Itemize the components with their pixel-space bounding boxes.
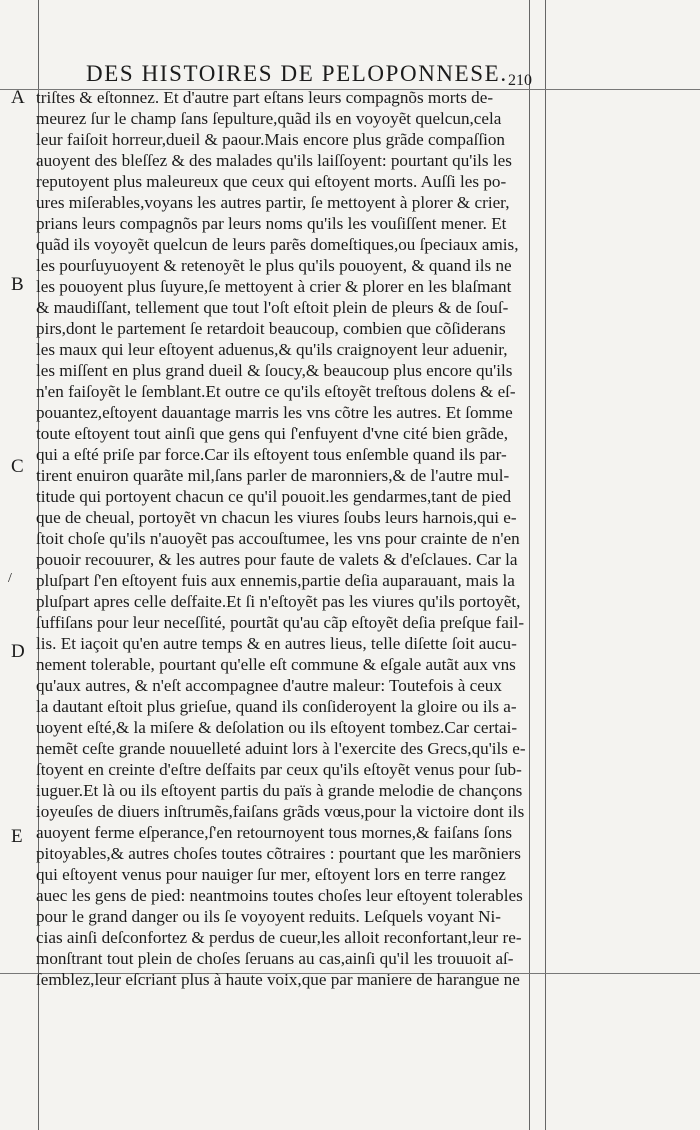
page-number: 210 xyxy=(508,72,532,89)
body-text xyxy=(36,87,528,990)
text-line: les maux qui leur eſtoyent aduenus,& qu'ils craignoyent leur aduenir, xyxy=(36,340,508,359)
text-line: auoyent ferme eſperance,ſ'en retournoyent tous mornes,& faiſans ſons xyxy=(36,823,513,842)
text-line: la dautant eſtoit plus grieſue, quand ils conſideroyent la gloire ou ils a- xyxy=(36,697,517,716)
text-line: qui a eſté priſe par force.Car ils eſtoyent tous enſemble quand ils par- xyxy=(36,445,507,464)
text-line: que de cheual, portoyẽt vn chacun les viures ſoubs leurs harnois,qui e- xyxy=(36,508,517,527)
margin-letter-c: C xyxy=(11,456,24,477)
text-line: leur faiſoit horreur,dueil & paour.Mais encore plus grãde compaſſion xyxy=(36,130,505,149)
text-line: iuguer.Et là ou ils eſtoyent partis du païs à grande melodie de chançons xyxy=(36,781,523,800)
text-line: titude qui portoyent chacun ce qu'il pouoit.les gendarmes,tant de pied xyxy=(36,487,512,506)
text-line: pour le grand danger ou ils ſe voyoyent reduits. Leſquels voyant Ni- xyxy=(36,907,501,926)
text-line: meurez ſur le champ ſans ſepulture,quãd ils en voyoyẽt quelcun,cela xyxy=(36,109,502,128)
margin-letter-a: A xyxy=(11,87,25,108)
text-line: qu'aux autres, & n'eſt accompagnee d'autre maleur: Toutefois à ceux xyxy=(36,676,502,695)
running-head: DES HISTOIRES DE PELOPONNESE. xyxy=(86,61,508,86)
margin-letter-d: D xyxy=(11,641,25,662)
text-line: monſtrant tout plein de choſes ſeruans au cas,ainſi qu'il les trouuoit aſ- xyxy=(36,949,514,968)
text-line: les pourſuyuoyent & retenoyẽt le plus qu'ils pouoyent, & quand ils ne xyxy=(36,256,512,275)
text-line: cias ainſi deſconfortez & perdus de cueur,les alloit reconfortant,leur re- xyxy=(36,928,522,947)
text-line: pluſpart ſ'en eſtoyent fuis aux ennemis,partie deſia auparauant, mais la xyxy=(36,571,515,590)
text-line: n'en faiſoyẽt le ſemblant.Et outre ce qu'ils eſtoyẽt treſtous dolens & eſ- xyxy=(36,382,516,401)
text-line: reputoyent plus maleureux que ceux qui eſtoyent morts. Auſſi les po- xyxy=(36,172,507,191)
margin-letter-e: E xyxy=(11,826,23,847)
text-line: quãd ils voyoyẽt quelcun de leurs parẽs domeſtiques,ou ſpeciaux amis, xyxy=(36,235,519,254)
ink-mark: / xyxy=(8,571,12,586)
text-line: qui eſtoyent venus pour nauiger ſur mer, eſtoyent lors en terre rangez xyxy=(36,865,506,884)
text-line: & maudiſſant, tellement que tout l'oſt eſtoit plein de pleurs & de ſouſ- xyxy=(36,298,509,317)
text-line: ures miſerables,voyans les autres partir, ſe mettoyent à plorer & crier, xyxy=(36,193,510,212)
text-line: prians leurs compagnõs par leurs noms qu'ils les vouſiſſent mener. Et xyxy=(36,214,507,233)
text-line: ſtoyent en creinte d'eſtre deſfaits par ceux qu'ils eſtoyẽt venus pour ſub- xyxy=(36,760,522,779)
text-line: ſuffiſans pour leur neceſſité, pourtãt qu'au cãp eſtoyẽt deſia preſque fail- xyxy=(36,613,525,632)
text-line: pirs,dont le partement ſe retardoit beaucoup, combien que cõſiderans xyxy=(36,319,506,338)
text-line: nemẽt ceſte grande nouuelleté aduint lors à l'exercite des Grecs,qu'ils e- xyxy=(36,739,526,758)
text-line: toute eſtoyent tout ainſi que gens qui ſ'enfuyent d'vne cité bien grãde, xyxy=(36,424,509,443)
text-line: ſtoit choſe qu'ils n'auoyẽt pas accouſtumee, les vns pour crainte de n'en xyxy=(36,529,520,548)
margin-letter-b: B xyxy=(11,274,24,295)
text-line: auec les gens de pied: neantmoins toutes choſes leur eſtoyent tolerables xyxy=(36,886,523,905)
right-margin-rule-outer xyxy=(545,0,546,1130)
text-line: pluſpart apres celle deſfaite.Et ſi n'eſtoyẽt pas les viures qu'ils portoyẽt, xyxy=(36,592,521,611)
text-line: nement tolerable, pourtant qu'elle eſt commune & eſgale autãt aux vns xyxy=(36,655,516,674)
text-line: pitoyables,& autres choſes toutes cõtraires : pourtant que les marõniers xyxy=(36,844,521,863)
text-line: pouoir recouurer, & les autres pour faute de valets & d'eſclaues. Car la xyxy=(36,550,518,569)
right-margin-rule-inner xyxy=(529,0,530,1130)
text-line: les miſſent en plus grand dueil & ſoucy,& beaucoup plus encore qu'ils xyxy=(36,361,513,380)
text-line: tirent enuiron quarãte mil,ſans parler de maronniers,& de l'autre mul- xyxy=(36,466,510,485)
text-line: lis. Et iaçoit qu'en autre temps & en autres lieus, telle diſette ſoit aucu- xyxy=(36,634,517,653)
text-line: pouantez,eſtoyent dauantage marris les vns cõtre les autres. Et ſomme xyxy=(36,403,513,422)
text-line: uoyent eſté,& la miſere & deſolation ou ils eſtoyent tombez.Car certai- xyxy=(36,718,518,737)
text-line: ſemblez,leur eſcriant plus à haute voix,que par maniere de harangue ne xyxy=(36,970,520,989)
text-line: les pouoyent plus ſuyure,ſe mettoyent à crier & plorer en les blaſmant xyxy=(36,277,512,296)
text-line: triſtes & eſtonnez. Et d'autre part eſtans leurs compagnõs morts de- xyxy=(36,88,494,107)
text-line: ioyeuſes de diuers inſtrumẽs,faiſans grãds vœus,pour la victoire dont ils xyxy=(36,802,525,821)
text-line: auoyent des bleſſez & des malades qu'ils laiſſoyent: pourtant qu'ils les xyxy=(36,151,512,170)
